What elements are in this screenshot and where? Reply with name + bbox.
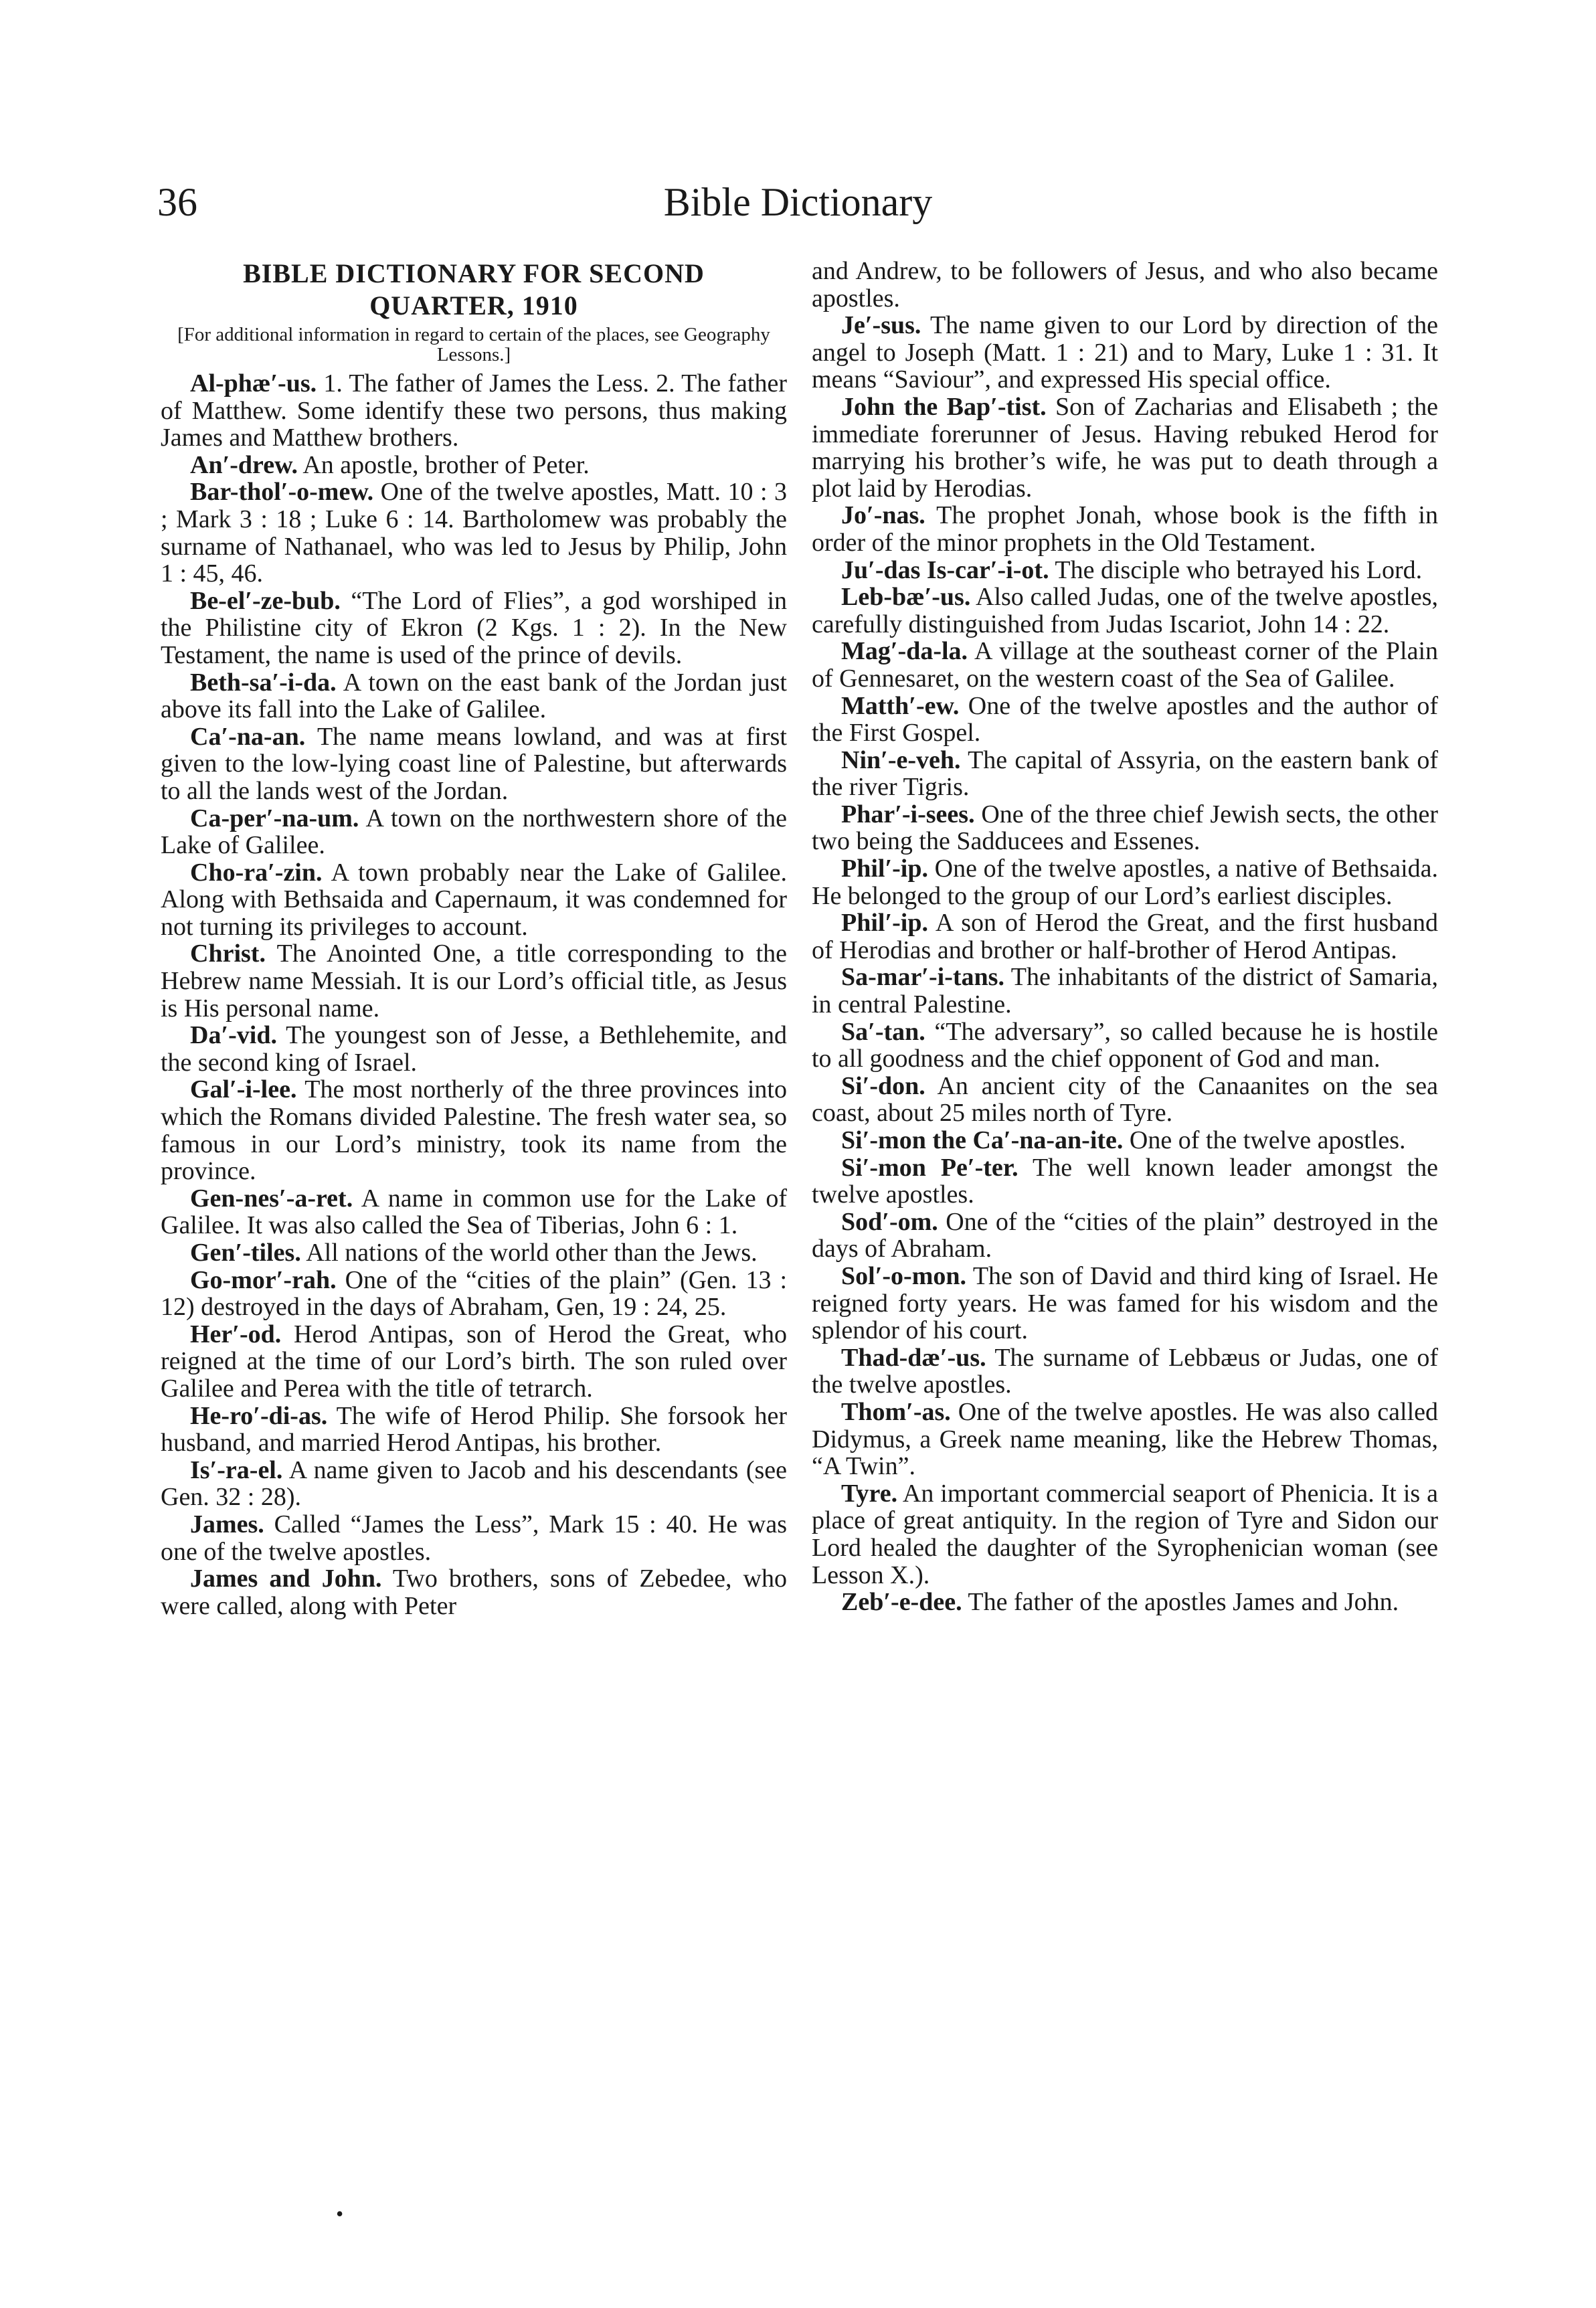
entry-definition: “The Lord of Flies”, a god worshiped in the Philistine city of Ekron (2 Kgs. 1 : 2). In the New Testament, the name is used of the prince of devils. bbox=[161, 586, 787, 669]
dictionary-entry bbox=[812, 638, 1438, 692]
entry-headword: Her′-od. bbox=[190, 1320, 282, 1348]
entry-headword: Jo′-nas. bbox=[841, 501, 925, 530]
entry-headword: Gal′-i-lee. bbox=[190, 1075, 297, 1104]
dictionary-entry bbox=[161, 588, 787, 669]
entry-definition: One of the three chief Jewish sects, the other two being the Sadducees and Essenes. bbox=[812, 800, 1438, 856]
entry-headword: Thad-dæ′-us. bbox=[841, 1343, 986, 1372]
entry-headword: Phil′-ip. bbox=[841, 855, 928, 883]
entry-definition: Son of Zacharias and Elisabeth ; the immediate forerunner of Jesus. Having rebuked Herod for marrying his brother’s wife, he was put to death through a plot laid by Herodias. bbox=[812, 392, 1438, 503]
entry-headword: Sol′-o-mon. bbox=[841, 1261, 966, 1290]
entry-headword: Phil′-ip. bbox=[841, 909, 928, 938]
entry-headword: Ju′-das Is-car′-i-ot. bbox=[841, 555, 1049, 584]
dictionary-entry bbox=[812, 1073, 1438, 1127]
dictionary-entry bbox=[812, 855, 1438, 909]
entry-headword: Zeb′-e-dee. bbox=[841, 1588, 962, 1617]
entry-definition: A town probably near the Lake of Galilee. Along with Bethsaida and Capernaum, it was condemned for not turning its privileges to account. bbox=[161, 858, 788, 941]
entry-definition: A son of Herod the Great, and the first husband of Herodias and brother or half-brother of Herod Antipas. bbox=[812, 909, 1439, 964]
entry-definition: Also called Judas, one of the twelve apostles, carefully distinguished from Judas Iscariot, John 14 : 22. bbox=[812, 583, 1438, 638]
page-header bbox=[157, 175, 1439, 229]
entry-headword: Beth-sa′-i-da. bbox=[190, 668, 337, 697]
dictionary-entry bbox=[161, 1403, 787, 1457]
dictionary-entry bbox=[161, 478, 787, 587]
dictionary-entry bbox=[161, 859, 787, 941]
entry-headword: Cho-ra′-zin. bbox=[190, 858, 323, 887]
dictionary-entry bbox=[161, 805, 787, 859]
footer-mark: • bbox=[336, 2202, 344, 2226]
entry-definition: The youngest son of Jesse, a Bethlehemite, and the second king of Israel. bbox=[161, 1021, 787, 1077]
entry-definition: One of the twelve apostles. bbox=[1129, 1126, 1406, 1154]
entry-definition: A name in common use for the Lake of Galilee. It was also called the Sea of Tiberias, John 6 : 1. bbox=[161, 1184, 787, 1240]
entry-headword: An′-drew. bbox=[190, 450, 298, 479]
entry-headword: James. bbox=[190, 1510, 264, 1538]
entry-definition: One of the “cities of the plain” destroyed in the days of Abraham. bbox=[812, 1207, 1438, 1263]
entry-definition: One of the twelve apostles, Matt. 10 : 3 ; Mark 3 : 18 ; Luke 6 : 14. Bartholomew was probably the surname of Nathanael, who was led to Jesus by Philip, John 1 : 45, 46. bbox=[161, 478, 788, 588]
entry-headword: Be-el′-ze-bub. bbox=[190, 586, 341, 615]
entry-headword: Sod′-om. bbox=[841, 1207, 938, 1236]
dictionary-entry bbox=[812, 393, 1438, 502]
entry-definition: The most northerly of the three provinces into which the Romans divided Palestine. The fresh water sea, so famous in our Lord’s ministry, took its name from the province. bbox=[161, 1075, 787, 1186]
dictionary-entry bbox=[161, 1022, 787, 1076]
entry-definition: One of the twelve apostles, a native of Bethsaida. He belonged to the group of our Lord’s earliest disciples. bbox=[812, 855, 1438, 910]
dictionary-entry bbox=[161, 1076, 787, 1184]
entry-headword: Mag′-da-la. bbox=[841, 637, 968, 666]
dictionary-entry bbox=[812, 557, 1438, 584]
entry-headword: Sa′-tan. bbox=[841, 1017, 925, 1046]
entry-headword: Go-mor′-rah. bbox=[190, 1265, 337, 1294]
dictionary-entry bbox=[812, 1399, 1438, 1480]
entry-definition: The wife of Herod Philip. She forsook her husband, and married Herod Antipas, his brother. bbox=[161, 1401, 787, 1457]
entry-definition: The well known leader amongst the twelve apostles. bbox=[812, 1153, 1438, 1209]
left-entry-list bbox=[161, 370, 787, 1619]
dictionary-entry bbox=[161, 1565, 787, 1619]
section-title-line-2: QUARTER, 1910 bbox=[369, 290, 578, 321]
entry-headword: He-ro′-di-as. bbox=[190, 1401, 328, 1430]
entry-definition: 1. The father of James the Less. 2. The father of Matthew. Some identify these two persons, thus making James and Matthew brothers. bbox=[161, 369, 787, 452]
entry-headword: Si′-don. bbox=[841, 1071, 925, 1100]
entry-definition: An ancient city of the Canaanites on the sea coast, about 25 miles north of Tyre. bbox=[812, 1071, 1439, 1128]
entry-definition: Herod Antipas, son of Herod the Great, who reigned at the time of our Lord’s birth. The son ruled over Galilee and Perea with the title of tetrarch. bbox=[161, 1320, 787, 1403]
dictionary-entry bbox=[812, 1480, 1438, 1589]
dictionary-entry bbox=[161, 1321, 787, 1403]
entry-headword: Gen-nes′-a-ret. bbox=[190, 1184, 353, 1213]
entry-definition: The inhabitants of the district of Samaria, in central Palestine. bbox=[812, 963, 1438, 1019]
entry-definition: The surname of Lebbæus or Judas, one of the twelve apostles. bbox=[812, 1343, 1438, 1399]
entry-headword: Bar-thol′-o-mew. bbox=[190, 478, 374, 507]
entry-definition: One of the twelve apostles. He was also called Didymus, a Greek name meaning, like the Hebrew Thomas, “A Twin”. bbox=[812, 1397, 1438, 1481]
entry-headword: Nin′-e-veh. bbox=[841, 745, 961, 774]
entry-continuation: and Andrew, to be followers of Jesus, and who also became apostles. bbox=[812, 257, 1438, 313]
left-column bbox=[161, 258, 787, 1619]
entry-definition: The disciple who betrayed his Lord. bbox=[1055, 555, 1423, 584]
entry-definition: The Anointed One, a title corresponding to the Hebrew name Messiah. It is our Lord’s official title, as Jesus is His personal name. bbox=[161, 940, 787, 1023]
entry-headword: Matth′-ew. bbox=[841, 691, 960, 720]
dictionary-entry bbox=[161, 940, 787, 1022]
entry-headword: Thom′-as. bbox=[841, 1397, 951, 1426]
dictionary-entry bbox=[812, 1127, 1438, 1154]
entry-definition: One of the “cities of the plain” (Gen. 13 : 12) destroyed in the days of Abraham, Gen, 19 : 24, 25. bbox=[161, 1265, 788, 1322]
dictionary-entry bbox=[161, 1267, 787, 1321]
entry-headword: Is′-ra-el. bbox=[190, 1455, 283, 1484]
dictionary-entry bbox=[812, 1263, 1438, 1344]
entry-definition: The prophet Jonah, whose book is the fifth in order of the minor prophets in the Old Testament. bbox=[812, 501, 1438, 557]
page-number: 36 bbox=[157, 180, 197, 224]
entry-definition: All nations of the world other than the Jews. bbox=[306, 1239, 758, 1267]
entry-headword: Da′-vid. bbox=[190, 1021, 277, 1050]
entry-definition: One of the twelve apostles and the author of the First Gospel. bbox=[812, 691, 1438, 747]
entry-definition: Called “James the Less”, Mark 15 : 40. He was one of the twelve apostles. bbox=[161, 1510, 787, 1566]
entry-definition: “The adversary”, so called because he is hostile to all goodness and the chief opponent of God and man. bbox=[812, 1017, 1438, 1073]
dictionary-entry bbox=[812, 1154, 1438, 1209]
entry-definition: Two brothers, sons of Zebedee, who were called, along with Peter bbox=[161, 1565, 787, 1620]
dictionary-entry bbox=[161, 1239, 787, 1267]
entry-headword: Si′-mon the Ca′-na-an-ite. bbox=[841, 1126, 1124, 1154]
dictionary-entry bbox=[812, 909, 1438, 964]
entry-headword: Leb-bæ′-us. bbox=[841, 583, 971, 612]
dictionary-entry bbox=[812, 1344, 1438, 1399]
entry-definition: The name given to our Lord by direction of the angel to Joseph (Matt. 1 : 21) and to Mary, Luke 1 : 31. It means “Saviour”, and expressed His special office. bbox=[812, 311, 1438, 394]
dictionary-entry bbox=[161, 669, 787, 723]
section-note: [For additional information in regard to certain of the places, see Geography Lessons.] bbox=[177, 324, 770, 365]
section-title bbox=[161, 258, 787, 322]
dictionary-entry bbox=[161, 452, 787, 479]
right-column bbox=[812, 258, 1438, 1616]
dictionary-entry bbox=[812, 1018, 1438, 1073]
dictionary-entry bbox=[812, 964, 1438, 1018]
dictionary-entry bbox=[812, 1589, 1438, 1616]
dictionary-entry bbox=[812, 312, 1438, 393]
dictionary-entry bbox=[812, 747, 1438, 801]
entry-definition: A name given to Jacob and his descendants (see Gen. 32 : 28). bbox=[161, 1455, 788, 1512]
right-entry-list bbox=[812, 312, 1438, 1616]
entry-headword: Ca-per′-na-um. bbox=[190, 804, 359, 832]
dictionary-entry bbox=[812, 801, 1438, 855]
entry-headword: James and John. bbox=[190, 1565, 382, 1593]
entry-headword: John the Bap′-tist. bbox=[841, 392, 1047, 421]
entry-headword: Sa-mar′-i-tans. bbox=[841, 963, 1004, 992]
entry-headword: Tyre. bbox=[841, 1479, 898, 1508]
dictionary-entry bbox=[812, 584, 1438, 638]
entry-headword: Gen′-tiles. bbox=[190, 1239, 301, 1267]
dictionary-entry bbox=[812, 693, 1438, 747]
entry-headword: Ca′-na-an. bbox=[190, 722, 306, 751]
entry-definition: The capital of Assyria, on the eastern bank of the river Tigris. bbox=[812, 745, 1438, 802]
entry-definition: An important commercial seaport of Phenicia. It is a place of great antiquity. In the region of Tyre and Sidon our Lord healed the daughter of the Syrophenician woman (see Lesson X.). bbox=[812, 1479, 1438, 1589]
entry-headword: Je′-sus. bbox=[841, 311, 921, 340]
entry-definition: An apostle, brother of Peter. bbox=[302, 450, 590, 479]
entry-definition: A town on the northwestern shore of the Lake of Galilee. bbox=[161, 804, 788, 860]
dictionary-entry bbox=[812, 502, 1438, 556]
dictionary-entry bbox=[812, 1209, 1438, 1263]
entry-headword: Al-phæ′-us. bbox=[190, 369, 317, 397]
dictionary-entry bbox=[161, 1511, 787, 1565]
entry-definition: A village at the southeast corner of the Plain of Gennesaret, on the western coast of the Sea of Galilee. bbox=[812, 637, 1439, 693]
entry-definition: A town on the east bank of the Jordan just above its fall into the Lake of Galilee. bbox=[161, 668, 787, 724]
entry-definition: The name means lowland, and was at first given to the low-lying coast line of Palestine, but afterwards to all the lands west of the Jordan. bbox=[161, 722, 787, 805]
dictionary-entry bbox=[161, 1457, 787, 1511]
dictionary-entry bbox=[161, 1185, 787, 1239]
dictionary-entry bbox=[161, 370, 787, 452]
entry-definition: The father of the apostles James and John. bbox=[968, 1588, 1399, 1617]
section-title-line-1: BIBLE DICTIONARY FOR SECOND bbox=[243, 258, 705, 288]
entry-headword: Si′-mon Pe′-ter. bbox=[841, 1153, 1018, 1182]
dictionary-entry bbox=[161, 723, 787, 805]
entry-definition: The son of David and third king of Israel. He reigned forty years. He was famed for his wisdom and the splendor of his court. bbox=[812, 1261, 1438, 1345]
running-title: Bible Dictionary bbox=[663, 180, 933, 224]
entry-headword: Phar′-i-sees. bbox=[841, 800, 975, 828]
entry-headword: Christ. bbox=[190, 940, 266, 968]
